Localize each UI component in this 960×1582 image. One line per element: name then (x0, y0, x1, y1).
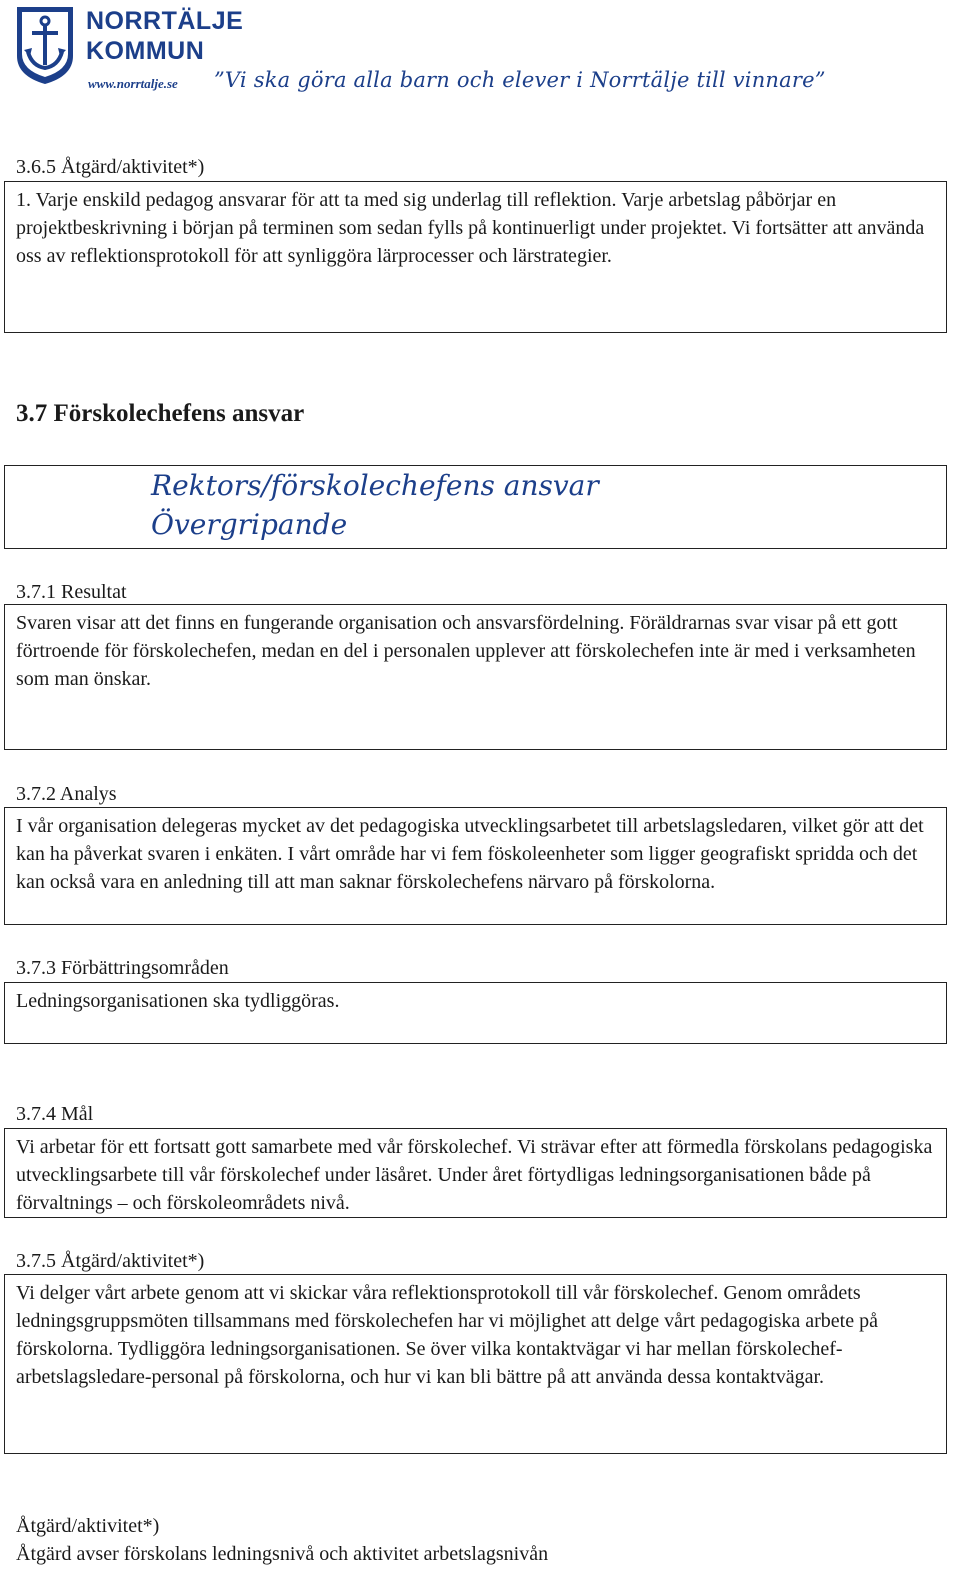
section-374-box (4, 1128, 947, 1218)
section-37-box (4, 465, 947, 549)
slogan: ”Vi ska göra alla barn och elever i Norrtälje till vinnare” (214, 68, 826, 92)
section-375-label: 3.7.5 Åtgärd/aktivitet*) (16, 1250, 205, 1272)
section-371-text: Svaren visar att det finns en fungerande organisation och ansvarsfördelning. Föräldrarnas svar visar på ett gott förtroende för förskolechefen, medan en del i personalen upplever att förskolechefen inte är med i verksamheten som man önskar. (16, 612, 916, 690)
website-link[interactable]: www.norrtalje.se (88, 76, 178, 91)
section-365-text: 1. Varje enskild pedagog ansvarar för att ta med sig underlag till reflektion. Varje arbetslag påbörjar en projektbeskrivning i början på terminen som sedan fylls på kontinuerligt under projektet. Vi fortsätter att använda oss av reflektionsprotokoll för att synliggöra lärprocesser och lärstrategier. (16, 189, 925, 267)
section-37-heading: 3.7 Förskolechefens ansvar (16, 400, 305, 427)
script-line2: Övergripande (151, 508, 348, 541)
page-header (0, 0, 960, 110)
section-373-label: 3.7.3 Förbättringsområden (16, 957, 229, 979)
section-365-box (4, 181, 947, 333)
footnote-line2: Åtgärd avser förskolans ledningsnivå och aktivitet arbetslagsnivån (16, 1543, 549, 1565)
section-375-text: Vi delger vårt arbete genom att vi skickar våra reflektionsprotokoll till vår förskolechef. Genom områdets ledningsgruppsmöten tillsammans med förskolechefen har vi möjlighet att delge vårt pedagogiska arbete på förskolorna. Tydliggöra ledningsorganisationen. Se över vilka kontaktvägar vi har mellan förskolechef-arbetslagsledare-personal på förskolorna, och hur vi kan bli bättre på att använda dessa kontaktvägar. (16, 1282, 878, 1388)
org-name-line2: KOMMUN (86, 37, 205, 65)
section-373-box (4, 982, 947, 1044)
anchor-logo-icon (14, 4, 76, 86)
footnote-line1: Åtgärd/aktivitet*) (16, 1515, 160, 1537)
section-365-label: 3.6.5 Åtgärd/aktivitet*) (16, 156, 205, 178)
script-line1: Rektors/förskolechefens ansvar (151, 469, 599, 502)
section-372-label: 3.7.2 Analys (16, 783, 117, 805)
section-372-text: I vår organisation delegeras mycket av det pedagogiska utvecklingsarbetet till arbetslagsledaren, vilket gör att det kan ha påverkat svaren i enkäten. I vårt område har vi fem föskoleenheter som ligger geografiskt spridda och det kan också vara en anledning till att man saknar förskolechefens närvaro på förskolorna. (16, 815, 924, 893)
org-name-line1: NORRTÄLJE (86, 7, 244, 35)
section-371-label: 3.7.1 Resultat (16, 581, 127, 603)
section-374-label: 3.7.4 Mål (16, 1103, 94, 1125)
section-374-text: Vi arbetar för ett fortsatt gott samarbete med vår förskolechef. Vi strävar efter att förmedla förskolans pedagogiska utvecklingsarbete till vår förskolechef under läsåret. Under året förtydligas ledningsorganisationen både på förvaltnings – och förskoleområdets nivå. (16, 1136, 933, 1214)
section-373-text: Ledningsorganisationen ska tydliggöras. (16, 990, 340, 1012)
section-375-box (4, 1274, 947, 1454)
org-name (86, 6, 243, 66)
section-371-box (4, 604, 947, 750)
section-372-box (4, 807, 947, 925)
